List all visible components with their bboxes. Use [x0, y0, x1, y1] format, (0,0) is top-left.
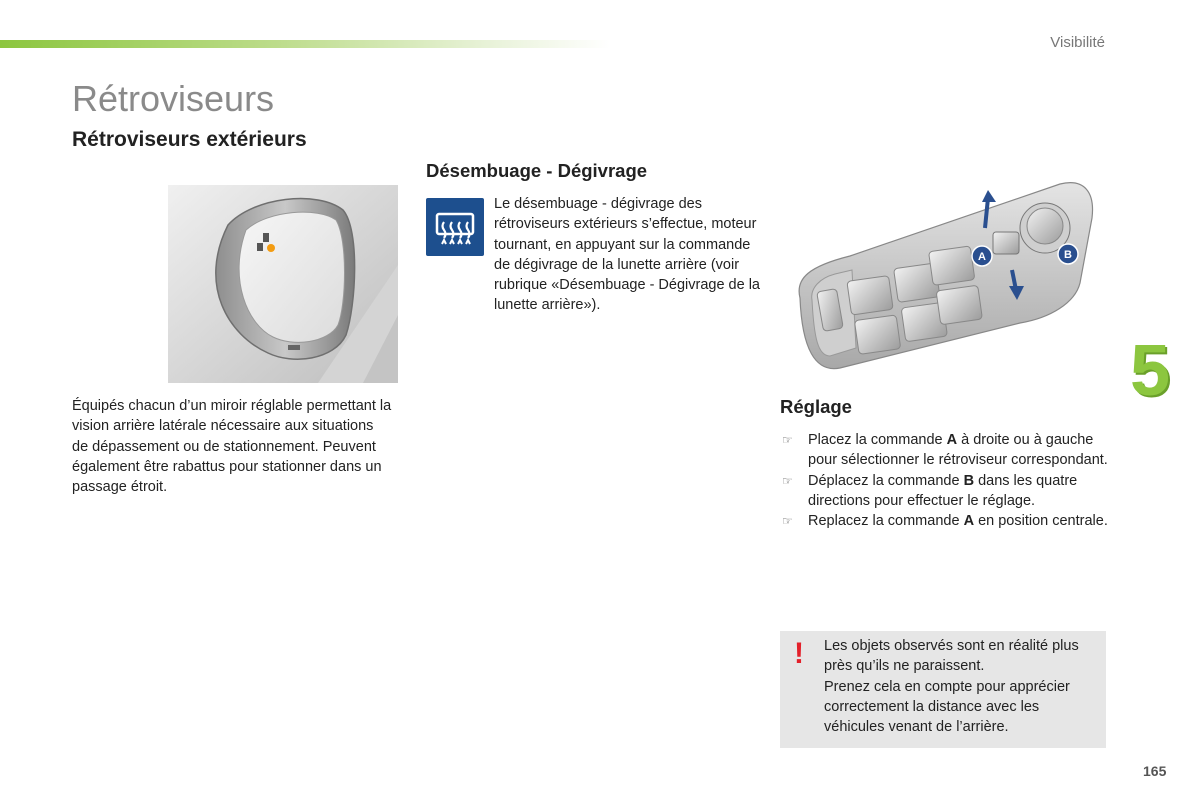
adjust-heading: Réglage	[780, 396, 852, 417]
control-label-a: A	[978, 251, 986, 263]
section-subtitle: Rétroviseurs extérieurs	[72, 128, 307, 151]
control-ref: A	[963, 513, 975, 530]
pointing-hand-icon: ☞	[782, 514, 793, 529]
defrost-heading: Désembuage - Dégivrage	[426, 160, 648, 181]
control-ref: A	[946, 432, 958, 448]
warning-line: Les objets observés sont en réalité plus près qu’ils ne paraissent.	[824, 638, 1079, 675]
step-text: Replacez la commande	[808, 513, 964, 530]
step-text: à droite ou à gauche pour sélectionner le rétroviseur correspondant.	[808, 432, 1108, 469]
chapter-number: 5	[1130, 331, 1171, 411]
mirror-description: Équipés chacun d’un miroir réglable permettant la vision arrière latérale nécessaire aux situations de dépassement ou de stationnement. Peuvent également être rabattus pour stationner dans un passage étroit.	[72, 398, 392, 496]
step-text: en position centrale.	[974, 513, 1108, 530]
pointing-hand-icon: ☞	[782, 433, 793, 447]
control-ref: B	[963, 472, 975, 489]
control-label-b: B	[1064, 249, 1072, 261]
list-item	[780, 471, 1110, 512]
warning-line: Prenez cela en compte pour apprécier correctement la distance avec les véhicules venant de l’arrière.	[824, 678, 1070, 736]
list-item	[780, 511, 1110, 531]
section-label: Visibilité	[1050, 34, 1105, 51]
step-text: dans les quatre directions pour effectuer le réglage.	[808, 472, 1078, 509]
adjust-steps-list	[780, 430, 1110, 531]
page-number: 165	[1143, 763, 1167, 779]
warning-text	[824, 636, 1099, 737]
side-mirror-illustration	[168, 185, 398, 383]
warning-box	[780, 631, 1106, 748]
header-accent-bar	[0, 40, 610, 48]
pointing-hand-icon: ☞	[782, 473, 793, 488]
page-title: Rétroviseurs	[72, 78, 275, 119]
step-text: Placez la commande	[808, 432, 947, 448]
defrost-description: Le désembuage - dégivrage des rétroviseurs extérieurs s’effectue, moteur tournant, en appuyant sur la commande de dégivrage de la lunette arrière (voir rubrique «Désembuage - Dégivrage de la lunette arrière»).	[494, 196, 760, 314]
step-text: Déplacez la commande	[808, 472, 964, 489]
mirror-control-panel-illustration	[790, 178, 1100, 373]
rear-defrost-icon	[426, 198, 484, 256]
warning-icon: !	[794, 637, 804, 670]
list-item	[780, 430, 1110, 471]
